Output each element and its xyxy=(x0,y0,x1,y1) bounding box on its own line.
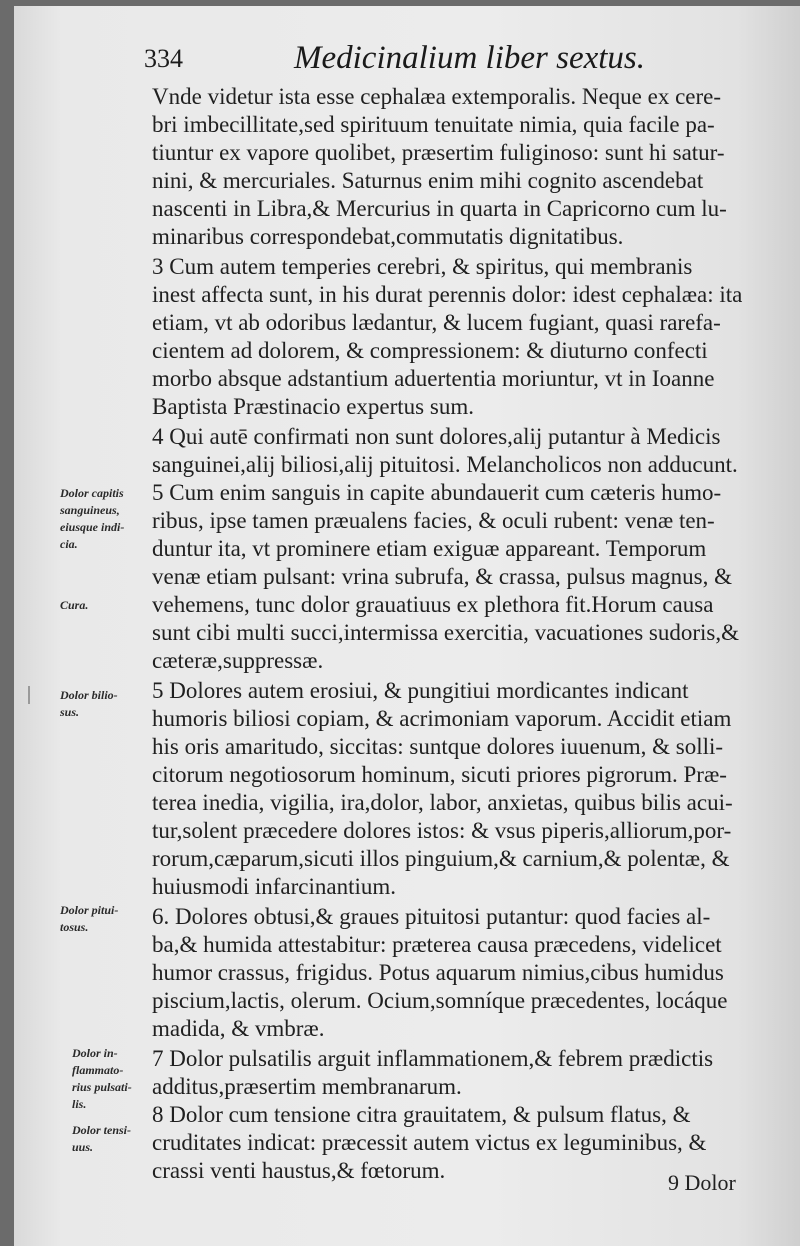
text-line: 5 Cum enim sanguis in capite abundauerit cum cæteris humo- xyxy=(152,480,722,505)
margin-note: Dolor tensi- xyxy=(72,1123,132,1137)
text-line: vehemens, tunc dolor grauatiuus ex plethora fit.Horum causa xyxy=(152,592,714,617)
margin-note: uus. xyxy=(72,1140,94,1154)
margin-note: Dolor pitui- xyxy=(60,903,119,917)
text-line: rorum,cæparum,sicuti illos pinguium,& carnium,& polentæ, & xyxy=(152,846,730,871)
text-line: 7 Dolor pulsatilis arguit inflammationem,& febrem prædictis xyxy=(152,1046,714,1071)
text-line: Baptista Præstinacio expertus sum. xyxy=(152,394,474,419)
text-line: venæ etiam pulsant: vrina subrufa, & crassa, pulsus magnus, & xyxy=(152,564,733,589)
running-head xyxy=(144,40,784,80)
text-line: his oris amaritudo, siccitas: suntque dolores iuuenum, & solli- xyxy=(152,734,724,759)
text-line: tur,solent præcedere dolores istos: & vsus piperis,alliorum,por- xyxy=(152,818,732,843)
margin-note: Cura. xyxy=(60,598,89,612)
book-page xyxy=(14,6,800,1246)
text-line: cruditates indicat: præcessit autem victus ex leguminibus, & xyxy=(152,1130,707,1155)
text-line: piscium,lactis, olerum. Ocium,somníque præcedentes, locáque xyxy=(152,988,728,1013)
margin-note: tosus. xyxy=(60,920,89,934)
text-line: Vnde videtur ista esse cephalæa extemporalis. Neque ex cere- xyxy=(152,84,722,109)
text-line: cientem ad dolorem, & compressionem: & diuturno confecti xyxy=(152,338,708,363)
margin-note: Dolor bilio- xyxy=(60,688,118,702)
text-line: sanguinei,alij biliosi,alij pituitosi. Melancholicos non adducunt. xyxy=(152,452,738,477)
margin-note: sus. xyxy=(60,705,80,719)
running-title: Medicinalium liber sextus. xyxy=(294,40,646,76)
text-line: terea inedia, vigilia, ira,dolor, labor, anxietas, quibus bilis acui- xyxy=(152,790,733,815)
text-line: 8 Dolor cum tensione citra grauitatem, & pulsum flatus, & xyxy=(152,1102,691,1127)
margin-note: sanguineus, xyxy=(60,503,120,517)
text-line: nascenti in Libra,& Mercurius in quarta in Capricorno cum lu- xyxy=(152,196,727,221)
text-line: humor crassus, frigidus. Potus aquarum nimius,cibus humidus xyxy=(152,960,724,985)
text-line: morbo absque adstantium aduertentia moriuntur, vt in Ioanne xyxy=(152,366,715,391)
margin-note: eiusque indi- xyxy=(60,520,125,534)
margin-note: Dolor in- xyxy=(72,1046,118,1060)
margin-note: flammato- xyxy=(72,1063,124,1077)
text-line: additus,præsertim membranarum. xyxy=(152,1074,462,1099)
text-line: inest affecta sunt, in his durat perennis dolor: idest cephalæa: ita xyxy=(152,282,743,307)
text-line: 6. Dolores obtusi,& graues pituitosi putantur: quod facies al- xyxy=(152,904,711,929)
text-line: 5 Dolores autem erosiui, & pungitiui mordicantes indicant xyxy=(152,678,689,703)
text-line: crassi venti haustus,& fœtorum. xyxy=(152,1158,446,1183)
page-number: 334 xyxy=(144,44,183,73)
text-line: cæteræ,suppressæ. xyxy=(152,648,324,673)
text-line: sunt cibi multi succi,intermissa exercitia, vacuationes sudoris,& xyxy=(152,620,740,645)
text-line: nini, & mercuriales. Saturnus enim mihi cognito ascendebat xyxy=(152,168,704,193)
catchword: 9 Dolor xyxy=(668,1170,736,1195)
text-line: etiam, vt ab odoribus lædantur, & lucem fugiant, quasi rarefa- xyxy=(152,310,721,335)
margin-note: lis. xyxy=(72,1097,87,1111)
text-line: minaribus correspondebat,commutatis dignitatibus. xyxy=(152,224,624,249)
text-line: 3 Cum autem temperies cerebri, & spiritus, qui membranis xyxy=(152,254,693,279)
margin-mark xyxy=(28,686,30,704)
text-line: 4 Qui autē confirmati non sunt dolores,alij putantur à Medicis xyxy=(152,424,721,449)
margin-note: cia. xyxy=(60,537,78,551)
margin-note: rius pulsati- xyxy=(72,1080,132,1094)
text-line: madida, & vmbræ. xyxy=(152,1016,325,1041)
text-line: duntur ita, vt prominere etiam exiguæ appareant. Temporum xyxy=(152,536,707,561)
text-line: bri imbecillitate,sed spirituum tenuitate nimia, quia facile pa- xyxy=(152,112,715,137)
margin-note: Dolor capitis xyxy=(60,486,124,500)
text-line: citorum negotiosorum hominum, sicuti priores pigrorum. Præ- xyxy=(152,762,727,787)
text-line: ba,& humida attestabitur: præterea causa præcedens, videlicet xyxy=(152,932,722,957)
text-line: ribus, ipse tamen præualens facies, & oculi rubent: venæ ten- xyxy=(152,508,715,533)
text-line: humoris biliosi copiam, & acrimoniam vaporum. Accidit etiam xyxy=(152,706,732,731)
text-line: huiusmodi infarcinantium. xyxy=(152,874,397,899)
text-line: tiuntur ex vapore quolibet, præsertim fuliginoso: sunt hi satur- xyxy=(152,140,725,165)
